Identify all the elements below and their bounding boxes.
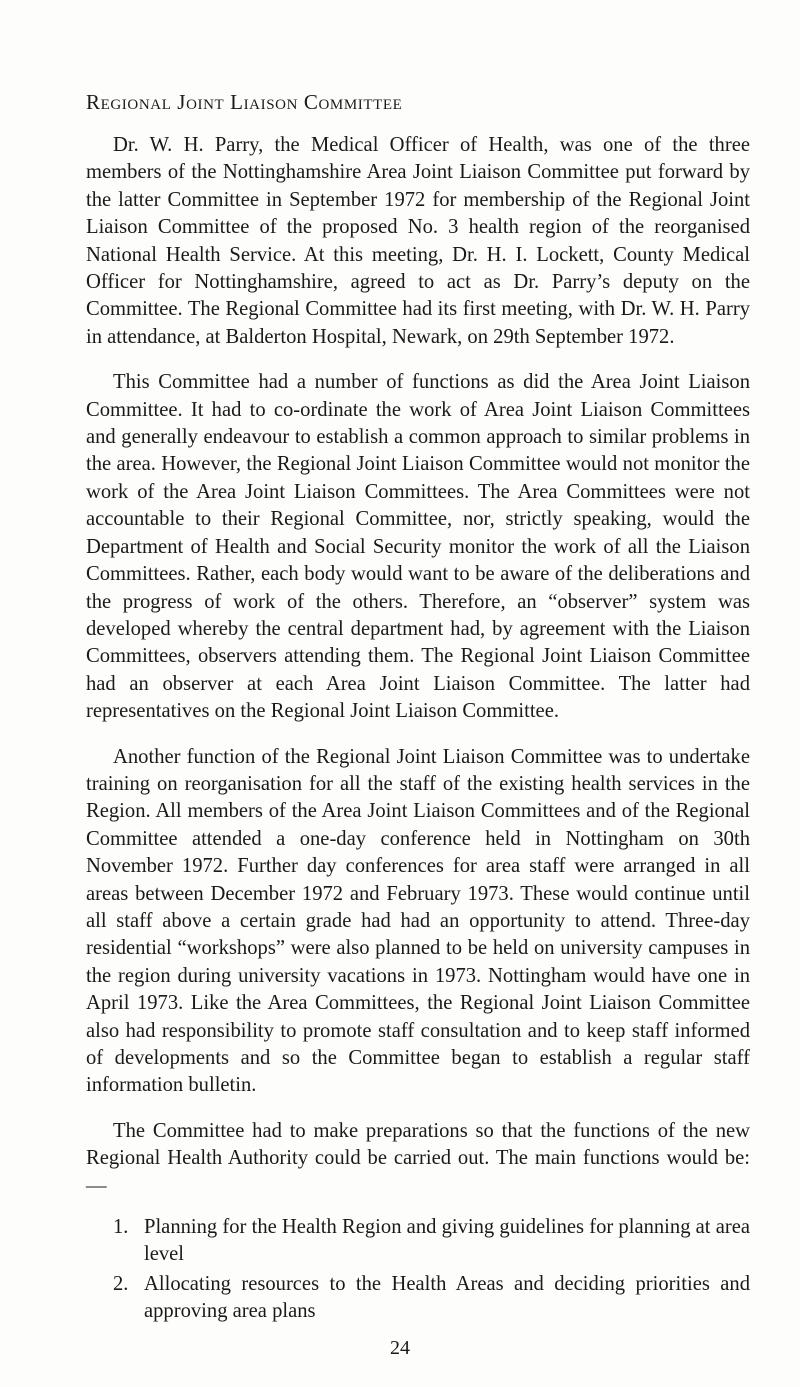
- page-number: 24: [390, 1337, 410, 1359]
- paragraph-1: Dr. W. H. Parry, the Medical Officer of Health, was one of the three members of the Nottinghamshire Area Joint Liaison Committee put forward by the latter Committee in September 1972 for membership of the Regional Joint Liaison Committee of the proposed No. 3 health region of the reorganised National Health Service. At this meeting, Dr. H. I. Lockett, County Medical Officer for Nottinghamshire, agreed to act as Dr. Parry’s deputy on the Committee. The Regional Committee had its first meeting, with Dr. W. H. Parry in attendance, at Balderton Hospital, Newark, on 29th September 1972.: [86, 134, 750, 348]
- list-item: [86, 1271, 750, 1326]
- list-item-text: Allocating resources to the Health Areas and deciding priorities and approving area plans: [144, 1272, 750, 1323]
- section-heading: Regional Joint Liaison Committee: [86, 90, 403, 114]
- paragraph-2: This Committee had a number of functions as did the Area Joint Liaison Committee. It had to co-ordinate the work of Area Joint Liaison Committees and generally endeavour to establish a common approach to similar problems in the area. However, the Regional Joint Liaison Committee would not monitor the work of the Area Joint Liaison Committees. The Area Committees were not accountable to their Regional Committee, nor, strictly speaking, would the Department of Health and Social Security monitor the work of all the Liaison Committees. Rather, each body would want to be aware of the deliberations and the progress of work of the others. Therefore, an “observer” system was developed whereby the central department had, by agreement with the Liaison Committees, observers attending them. The Regional Joint Liaison Committee had an observer at each Area Joint Liaison Committee. The latter had representatives on the Regional Joint Liaison Committee.: [86, 371, 750, 723]
- list-item-number: 1.: [113, 1216, 129, 1239]
- functions-list: [86, 1214, 750, 1326]
- list-item-number: 2.: [113, 1272, 129, 1295]
- list-item: [86, 1214, 750, 1269]
- paragraph-4: The Committee had to make preparations so that the functions of the new Regional Health Authority could be carried out. The main functions would be:—: [86, 1119, 750, 1197]
- list-item-text: Planning for the Health Region and giving guidelines for planning at area level: [144, 1216, 750, 1266]
- document-page: [86, 88, 750, 1328]
- paragraph-3: Another function of the Regional Joint Liaison Committee was to undertake training on reorganisation for all the staff of the existing health services in the Region. All members of the Area Joint Liaison Committees and of the Regional Committee attended a one-day conference held in Nottingham on 30th November 1972. Further day conferences for area staff were arranged in all areas between December 1972 and February 1973. These would continue until all staff above a certain grade had had an opportunity to attend. Three-day residential “workshops” were also planned to be held on university campuses in the region during university vacations in 1973. Nottingham would have one in April 1973. Like the Area Committees, the Regional Joint Liaison Committee also had responsibility to promote staff consultation and to keep staff informed of developments and so the Committee began to establish a regular staff information bulletin.: [86, 745, 750, 1097]
